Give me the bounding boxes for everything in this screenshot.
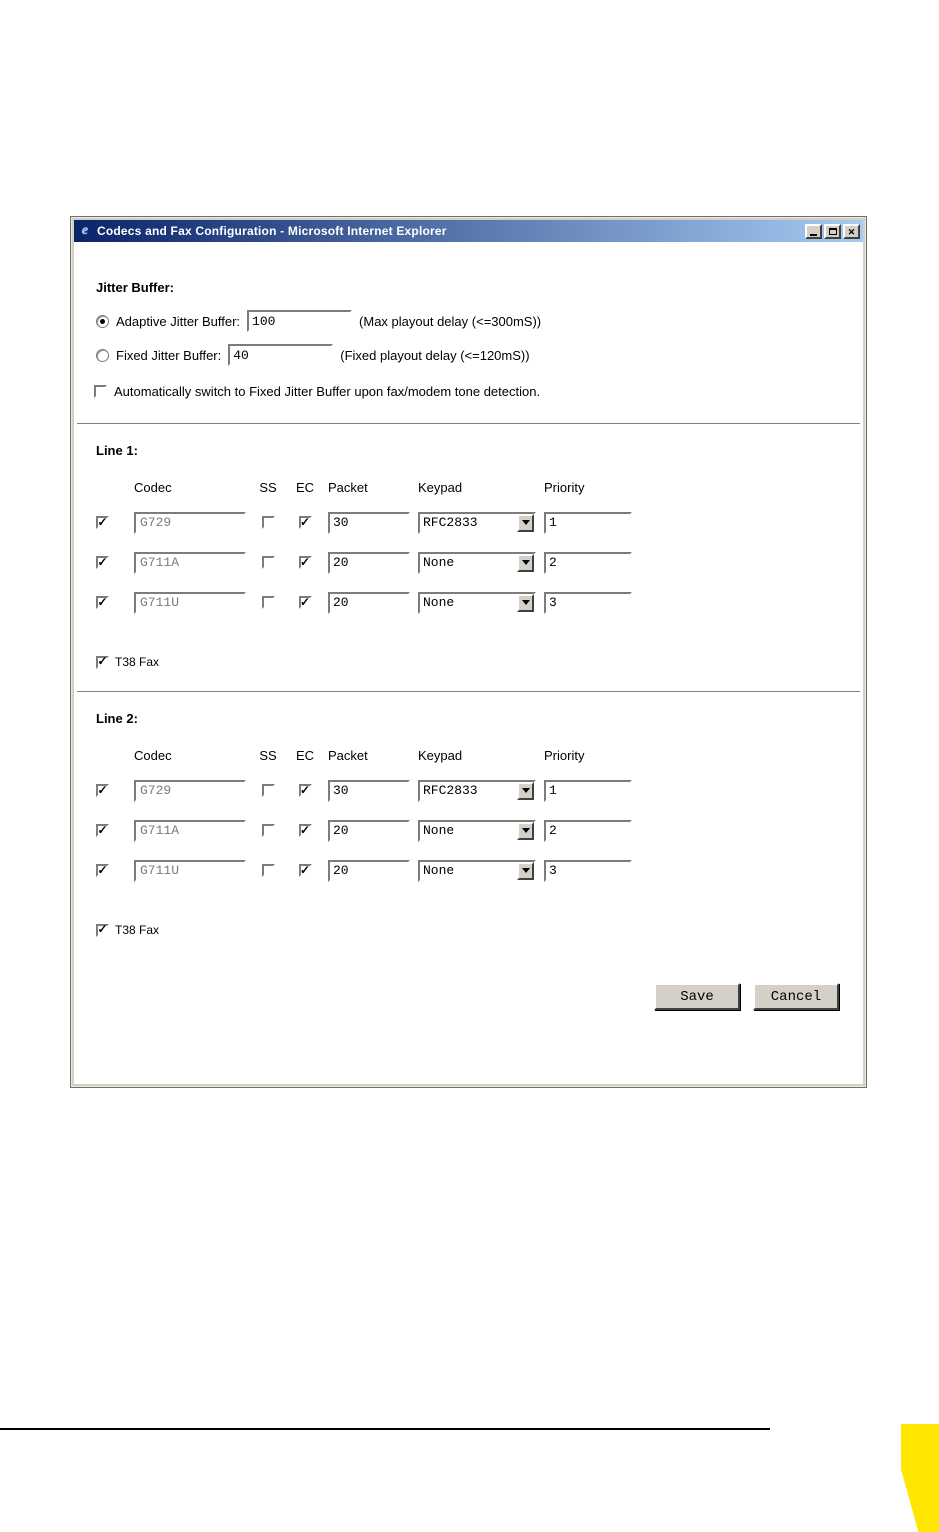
line1-heading: Line 1: — [96, 443, 138, 458]
fixed-jitter-input[interactable] — [228, 344, 333, 366]
ec-checkbox[interactable] — [299, 556, 312, 569]
packet-input[interactable] — [328, 860, 410, 882]
ss-checkbox[interactable] — [262, 516, 275, 529]
packet-input[interactable] — [328, 592, 410, 614]
cancel-button[interactable]: Cancel — [753, 983, 839, 1010]
codec-enable-checkbox[interactable] — [96, 596, 109, 609]
col-packet: Packet — [328, 480, 368, 495]
t38-fax-checkbox[interactable] — [96, 924, 109, 937]
maximize-button[interactable] — [824, 224, 841, 239]
dialog-content — [74, 242, 863, 1084]
dropdown-arrow-icon[interactable] — [517, 862, 534, 880]
ec-checkbox[interactable] — [299, 784, 312, 797]
priority-input[interactable] — [544, 512, 632, 534]
save-button[interactable]: Save — [654, 983, 740, 1010]
window-controls — [805, 224, 860, 239]
codec-enable-checkbox[interactable] — [96, 556, 109, 569]
ss-checkbox[interactable] — [262, 596, 275, 609]
col-keypad: Keypad — [418, 480, 463, 495]
packet-input[interactable] — [328, 552, 410, 574]
col-ec: EC — [295, 480, 315, 495]
t38-fax-label: T38 Fax — [115, 923, 160, 937]
adaptive-jitter-row — [96, 309, 863, 333]
keypad-selected-value: None — [423, 862, 455, 878]
minimize-button[interactable] — [805, 224, 822, 239]
adaptive-jitter-label: Adaptive Jitter Buffer: — [116, 313, 241, 329]
line2-t38-row — [96, 921, 863, 939]
line1-t38-row — [96, 653, 863, 671]
keypad-selected-value: None — [423, 594, 455, 610]
keypad-selected-value: None — [423, 554, 455, 570]
packet-input[interactable] — [328, 780, 410, 802]
keypad-select[interactable] — [418, 780, 536, 802]
line2-column-headers — [96, 748, 863, 763]
close-button[interactable] — [843, 224, 860, 239]
codec-name-field: G711U — [134, 860, 246, 882]
jitter-buffer-heading: Jitter Buffer: — [96, 280, 175, 295]
priority-input[interactable] — [544, 860, 632, 882]
priority-input[interactable] — [544, 780, 632, 802]
minimize-icon — [810, 234, 817, 236]
codec-enable-checkbox[interactable] — [96, 516, 109, 529]
priority-input[interactable] — [544, 820, 632, 842]
col-ec: EC — [295, 748, 315, 763]
col-ss: SS — [259, 480, 277, 495]
codec-name-field: G729 — [134, 512, 246, 534]
col-ss: SS — [259, 748, 277, 763]
auto-switch-checkbox[interactable] — [94, 385, 107, 398]
col-priority: Priority — [544, 480, 585, 495]
codec-name-field: G711A — [134, 552, 246, 574]
ss-checkbox[interactable] — [262, 556, 275, 569]
codec-enable-checkbox[interactable] — [96, 824, 109, 837]
keypad-selected-value: RFC2833 — [423, 782, 478, 798]
fixed-jitter-radio[interactable] — [96, 349, 109, 362]
dropdown-arrow-icon[interactable] — [517, 554, 534, 572]
dropdown-arrow-icon[interactable] — [517, 514, 534, 532]
keypad-select[interactable] — [418, 820, 536, 842]
col-priority: Priority — [544, 748, 585, 763]
codec-row — [96, 550, 863, 575]
dropdown-arrow-icon[interactable] — [517, 822, 534, 840]
keypad-select[interactable] — [418, 860, 536, 882]
keypad-selected-value: RFC2833 — [423, 514, 478, 530]
section-divider — [77, 423, 860, 427]
fixed-jitter-row — [96, 343, 863, 367]
fixed-jitter-label: Fixed Jitter Buffer: — [116, 347, 222, 363]
dialog-actions — [74, 983, 863, 1010]
codec-enable-checkbox[interactable] — [96, 864, 109, 877]
ss-checkbox[interactable] — [262, 824, 275, 837]
fixed-jitter-caption: (Fixed playout delay (<=120mS)) — [340, 347, 530, 363]
auto-switch-row — [94, 379, 863, 403]
dropdown-arrow-icon[interactable] — [517, 594, 534, 612]
col-keypad: Keypad — [418, 748, 463, 763]
keypad-select[interactable] — [418, 552, 536, 574]
packet-input[interactable] — [328, 512, 410, 534]
codec-row — [96, 818, 863, 843]
codec-row — [96, 858, 863, 883]
dialog-window — [70, 216, 867, 1088]
section-divider — [77, 691, 860, 695]
codec-name-field: G711U — [134, 592, 246, 614]
ss-checkbox[interactable] — [262, 864, 275, 877]
auto-switch-label: Automatically switch to Fixed Jitter Buffer upon fax/modem tone detection. — [114, 383, 541, 399]
maximize-icon — [829, 228, 837, 235]
codec-row — [96, 510, 863, 535]
keypad-select[interactable] — [418, 592, 536, 614]
footer-accent-shape — [901, 1424, 939, 1532]
adaptive-jitter-caption: (Max playout delay (<=300mS)) — [359, 313, 542, 329]
keypad-selected-value: None — [423, 822, 455, 838]
line1-column-headers — [96, 480, 863, 495]
codec-enable-checkbox[interactable] — [96, 784, 109, 797]
codec-row — [96, 590, 863, 615]
ec-checkbox[interactable] — [299, 516, 312, 529]
line2-heading: Line 2: — [96, 711, 138, 726]
codec-row — [96, 778, 863, 803]
t38-fax-checkbox[interactable] — [96, 656, 109, 669]
ie-icon — [77, 223, 93, 239]
ec-checkbox[interactable] — [299, 596, 312, 609]
ss-checkbox[interactable] — [262, 784, 275, 797]
packet-input[interactable] — [328, 820, 410, 842]
keypad-select[interactable] — [418, 512, 536, 534]
window-titlebar[interactable] — [74, 220, 863, 242]
close-icon — [848, 222, 856, 240]
codec-name-field: G711A — [134, 820, 246, 842]
t38-fax-label: T38 Fax — [115, 655, 160, 669]
adaptive-jitter-radio[interactable] — [96, 315, 109, 328]
ec-checkbox[interactable] — [299, 864, 312, 877]
codec-name-field: G729 — [134, 780, 246, 802]
col-codec: Codec — [134, 748, 172, 763]
footer-rule — [0, 1428, 770, 1430]
priority-input[interactable] — [544, 592, 632, 614]
adaptive-jitter-input[interactable] — [247, 310, 352, 332]
window-title: Codecs and Fax Configuration - Microsoft Internet Explorer — [97, 224, 447, 238]
ec-checkbox[interactable] — [299, 824, 312, 837]
priority-input[interactable] — [544, 552, 632, 574]
col-codec: Codec — [134, 480, 172, 495]
col-packet: Packet — [328, 748, 368, 763]
dropdown-arrow-icon[interactable] — [517, 782, 534, 800]
